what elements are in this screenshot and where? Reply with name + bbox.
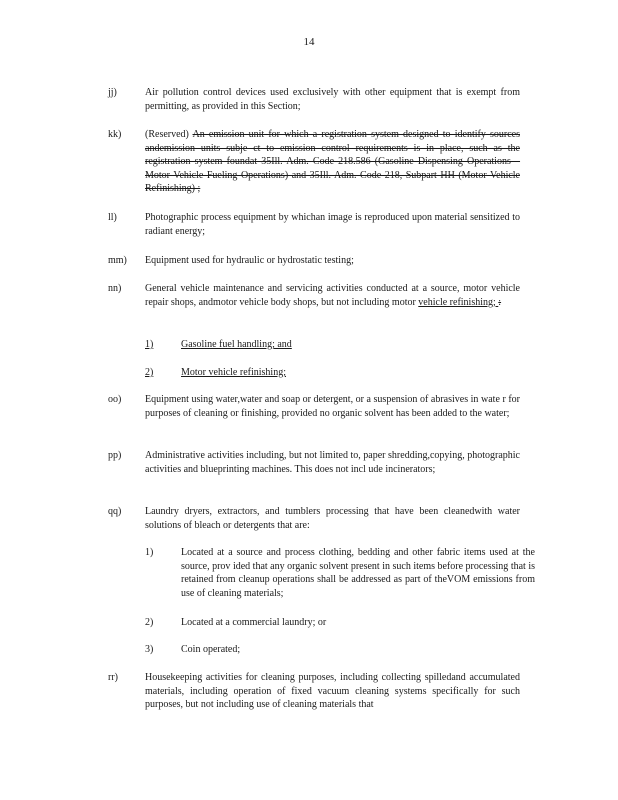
page-number: 14 [303,36,315,48]
item-text [145,282,520,309]
item-label: ll) [108,212,117,223]
item-label: jj) [108,87,117,98]
sub-item-text: Motor vehicle refinishing; [181,367,286,378]
item-text: Equipment using water,water and soap or detergent, or a suspension of abrasives in wate r for purposes of cleaning or finishing, provided no organic solvent has been added to the water; [145,394,520,419]
sub-item-text: Coin operated; [181,644,241,655]
underlined-text: vehicle refinishing; [418,296,499,308]
item-label: oo) [108,394,122,405]
item-label: rr) [108,672,118,683]
struck-text: : [498,296,502,308]
sub-item-text: Located at a source and process clothing, bedding and other fabric items used at the source, prov ided that any organic solvent present in such items before processing that is retained from cleanup operations shall be addressed as part of theVOM emissions from use of cleaning materials; [181,547,535,599]
reserved-label: (Reserved) [145,129,189,140]
item-label: nn) [108,283,122,294]
sub-item-label: 2) [145,617,154,628]
sub-item-label: 2) [145,367,154,378]
item-label: kk) [108,129,122,140]
struck-text: An emission unit for which a registration system designed to identify sources andemission units subje ct to emission control requirements is in place, such as the registration system foundat 35Ill. Adm. Code 218.586 (Gasoline Dispensing Operations –Motor Vehicle Fueling Operations) and 35Ill. Adm. Code 218, Subpart HH (Motor Vehicle Refinishing) ; [145,129,520,194]
item-text: Housekeeping activities for cleaning purposes, including collecting spilledand accumulated materials, including operation of fixed vacuum cleaning systems specifically for such purposes, but not including use of cleaning materials that [145,672,520,710]
item-text: Administrative activities including, but not limited to, paper shredding,copying, photographic activities and blueprinting machines. This does not incl ude incinerators; [145,450,520,475]
item-text: Equipment used for hydraulic or hydrostatic testing; [145,255,354,266]
item-label: pp) [108,450,122,461]
sub-item-label: 1) [145,339,154,350]
item-label: qq) [108,506,122,517]
item-text: Photographic process equipment by whichan image is reproduced upon material sensitized to radiant energy; [145,212,520,237]
sub-item-label: 3) [145,644,154,655]
item-text: Laundry dryers, extractors, and tumblers processing that have been cleanedwith water solutions of bleach or detergents that are: [145,506,520,531]
sub-item-text: Located at a commercial laundry; or [181,617,327,628]
sub-item-label: 1) [145,547,154,558]
item-text [145,128,520,196]
sub-item-text: Gasoline fuel handling; and [181,339,292,350]
item-label: mm) [108,255,127,266]
item-text: Air pollution control devices used exclusively with other equipment that is exempt from permitting, as provided in this Section; [145,87,520,112]
item-main-text: General vehicle maintenance and servicing activities conducted at a source, motor vehicle repair shops, andmotor vehicle body shops, but not including motor [145,283,520,308]
